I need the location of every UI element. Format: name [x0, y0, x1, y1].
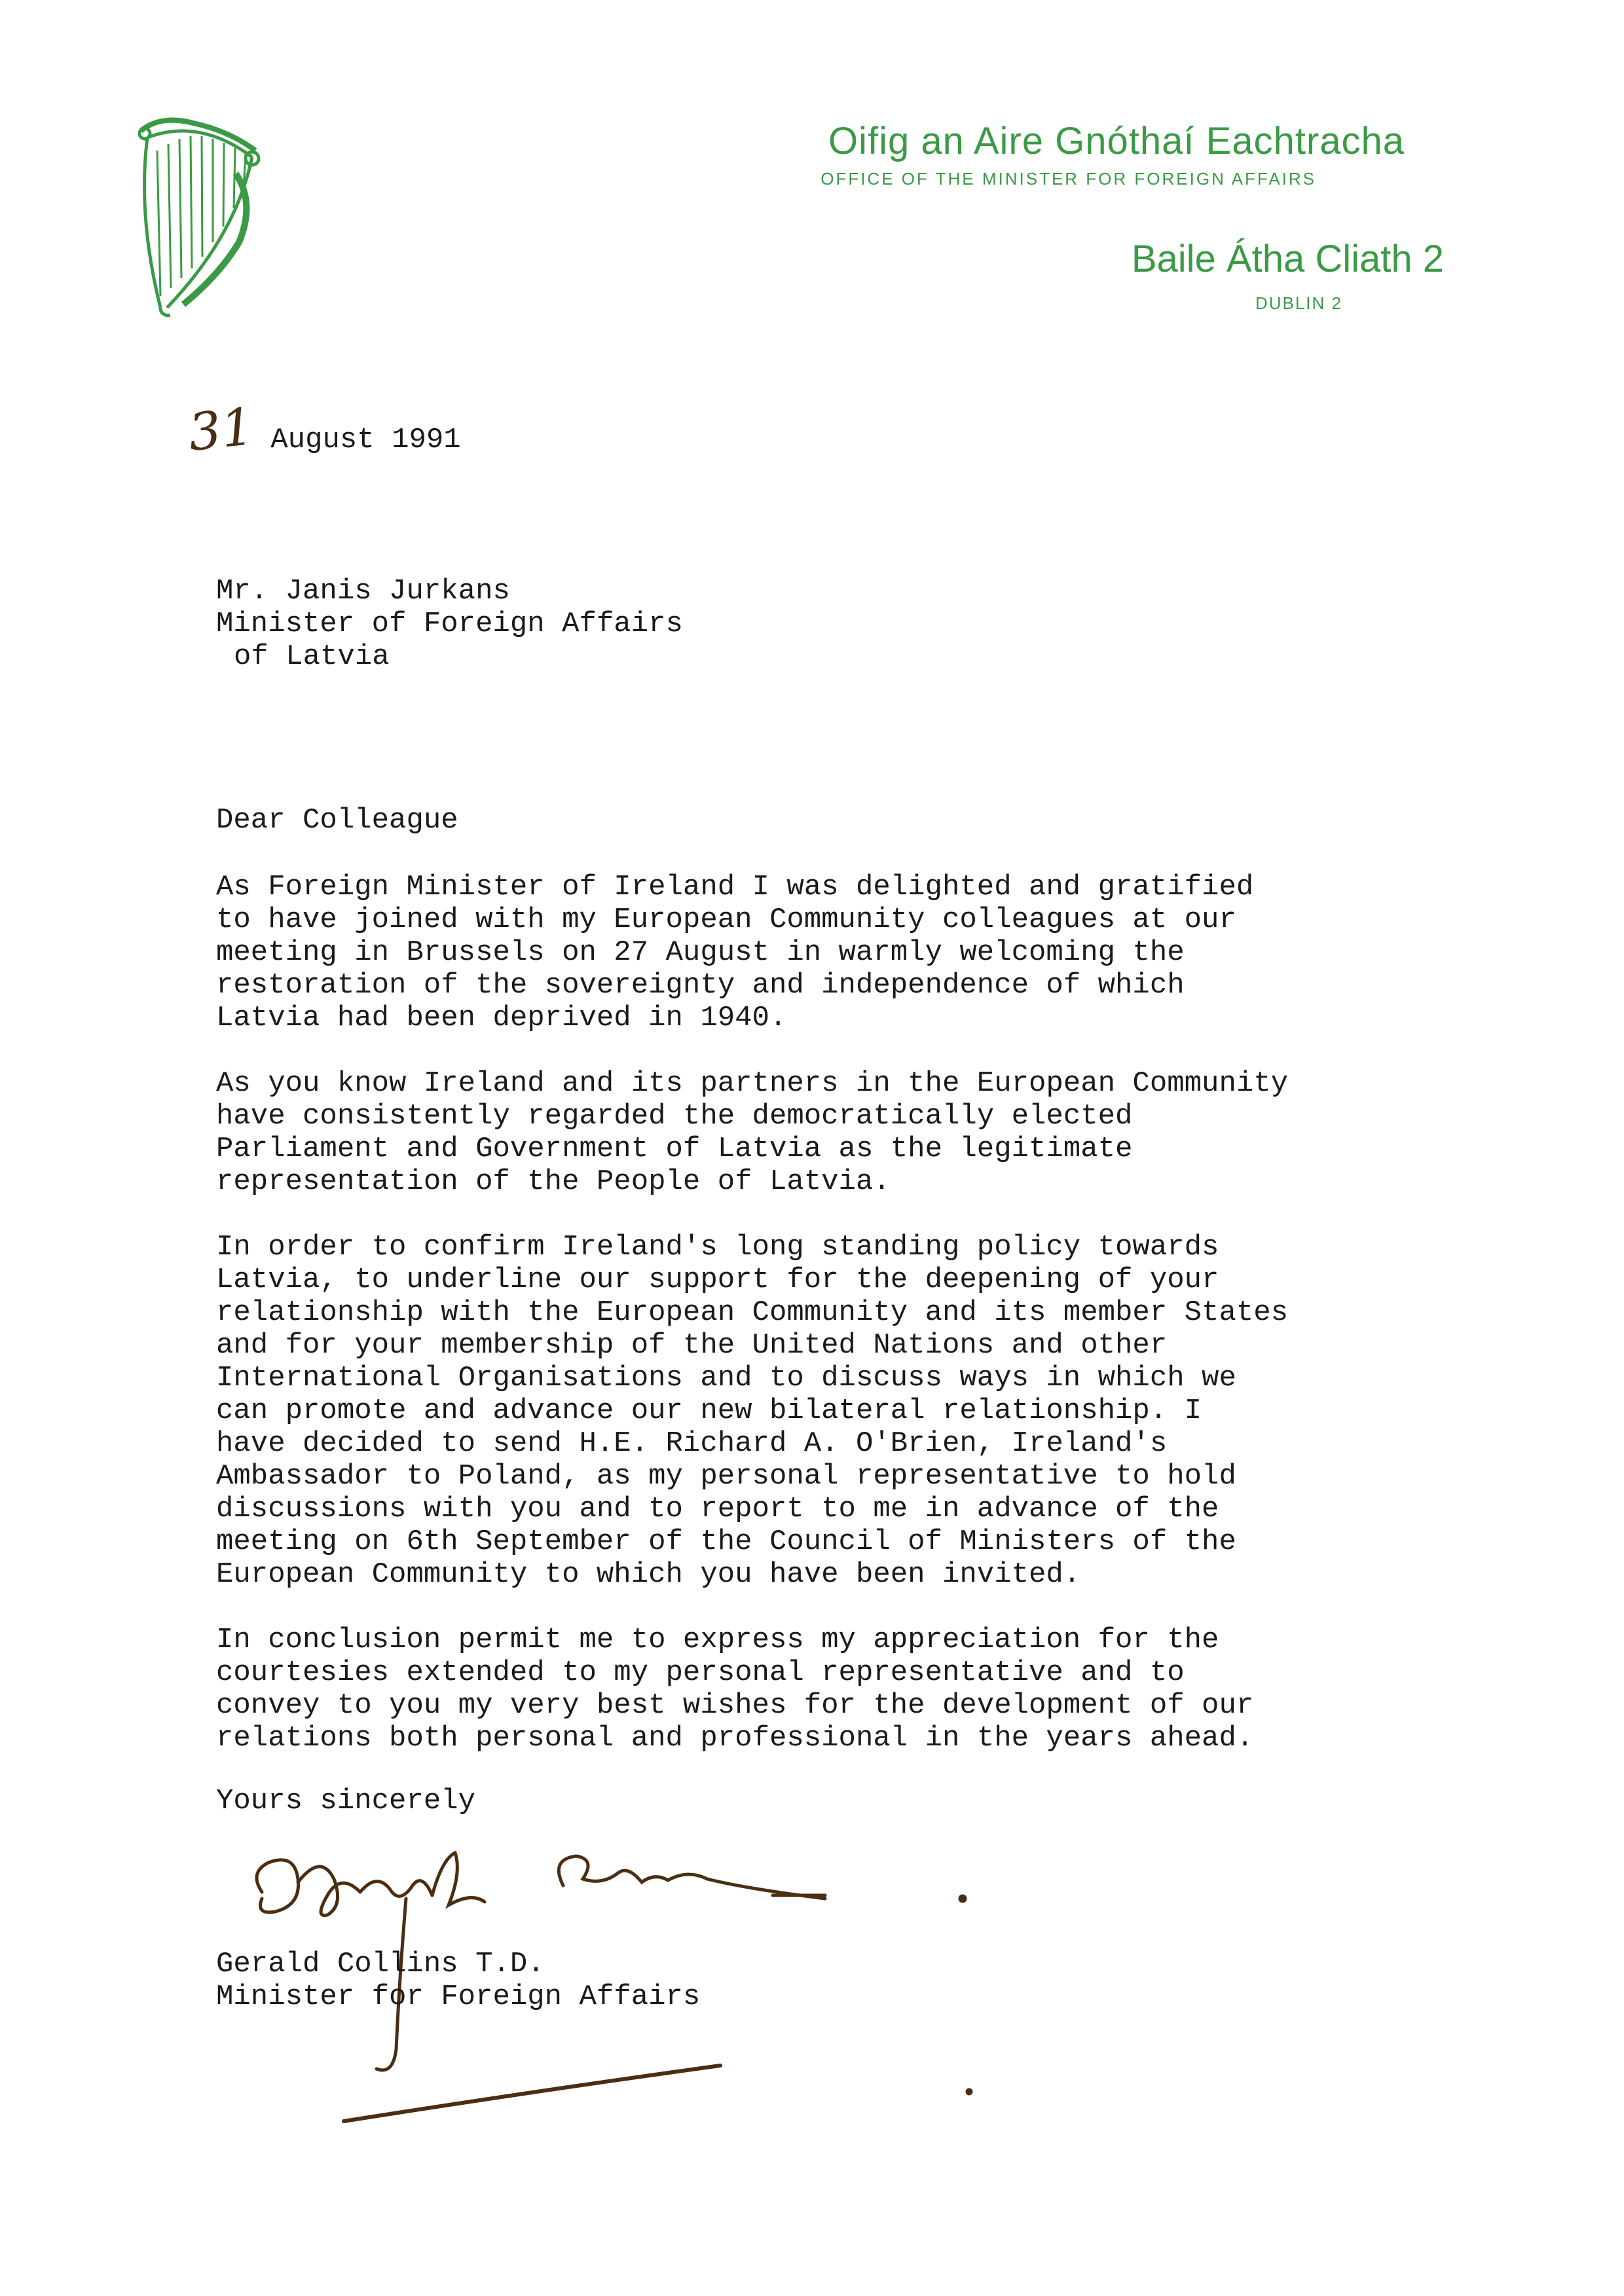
salutation: Dear Colleague: [216, 804, 458, 837]
body-line: Latvia had been deprived in 1940.: [216, 1002, 787, 1034]
body-line: meeting on 6th September of the Council of Ministers of the: [216, 1525, 1236, 1558]
signer-block: [216, 1948, 700, 2013]
date-month-year: August 1991: [270, 424, 461, 456]
body-line: As you know Ireland and its partners in the European Community: [216, 1067, 1289, 1100]
paragraph-3: [216, 1231, 1460, 1591]
letterhead-irish-city: Baile Átha Cliath 2: [1131, 238, 1444, 280]
body-line: relationship with the European Community and its member States: [216, 1296, 1289, 1329]
body-line: representation of the People of Latvia.: [216, 1165, 891, 1198]
paragraph-4: [216, 1624, 1460, 1755]
body-line: can promote and advance our new bilateral relationship. I: [216, 1394, 1202, 1427]
body-line: convey to you my very best wishes for the development of our: [216, 1689, 1254, 1722]
letterhead-english-title: OFFICE OF THE MINISTER FOR FOREIGN AFFAIRS: [821, 169, 1316, 189]
recipient-title-line2: of Latvia: [234, 640, 390, 673]
date-day-handwritten: 31: [185, 397, 257, 463]
letterhead-english-city: DUBLIN 2: [1255, 293, 1342, 313]
letterhead-irish-title: Oifig an Aire Gnóthaí Eachtracha: [828, 120, 1405, 162]
body-line: have consistently regarded the democratically elected: [216, 1100, 1133, 1133]
body-line: Parliament and Government of Latvia as the legitimate: [216, 1133, 1133, 1165]
letter-date: [185, 397, 461, 463]
body-line: As Foreign Minister of Ireland I was delighted and gratified: [216, 871, 1254, 903]
signer-name: Gerald Collins T.D.: [216, 1948, 545, 1980]
body-line: discussions with you and to report to me in advance of the: [216, 1493, 1219, 1525]
body-line: European Community to which you have been invited.: [216, 1558, 1081, 1591]
recipient-name: Mr. Janis Jurkans: [216, 575, 510, 608]
letter-body: [216, 871, 1460, 1787]
body-line: have decided to send H.E. Richard A. O'Brien, Ireland's: [216, 1427, 1168, 1460]
body-line: In conclusion permit me to express my appreciation for the: [216, 1624, 1219, 1656]
signer-title: Minister for Foreign Affairs: [216, 1980, 701, 2013]
body-line: relations both personal and professional in the years ahead.: [216, 1722, 1254, 1755]
body-line: International Organisations and to discuss ways in which we: [216, 1362, 1236, 1394]
body-line: and for your membership of the United Nations and other: [216, 1329, 1168, 1362]
closing: Yours sincerely: [216, 1785, 476, 1817]
letterhead: [0, 0, 1624, 340]
paragraph-2: [216, 1067, 1460, 1198]
recipient-address: [216, 575, 683, 673]
body-line: In order to confirm Ireland's long standing policy towards: [216, 1231, 1219, 1264]
body-line: to have joined with my European Community colleagues at our: [216, 903, 1236, 936]
paragraph-1: [216, 871, 1460, 1034]
body-line: Latvia, to underline our support for the deepening of your: [216, 1264, 1219, 1296]
recipient-title-line1: Minister of Foreign Affairs: [216, 608, 683, 640]
body-line: Ambassador to Poland, as my personal representative to hold: [216, 1460, 1236, 1493]
body-line: meeting in Brussels on 27 August in warmly welcoming the: [216, 936, 1185, 969]
body-line: restoration of the sovereignty and independence of which: [216, 969, 1185, 1002]
body-line: courtesies extended to my personal representative and to: [216, 1656, 1185, 1689]
harp-icon: [121, 111, 272, 321]
